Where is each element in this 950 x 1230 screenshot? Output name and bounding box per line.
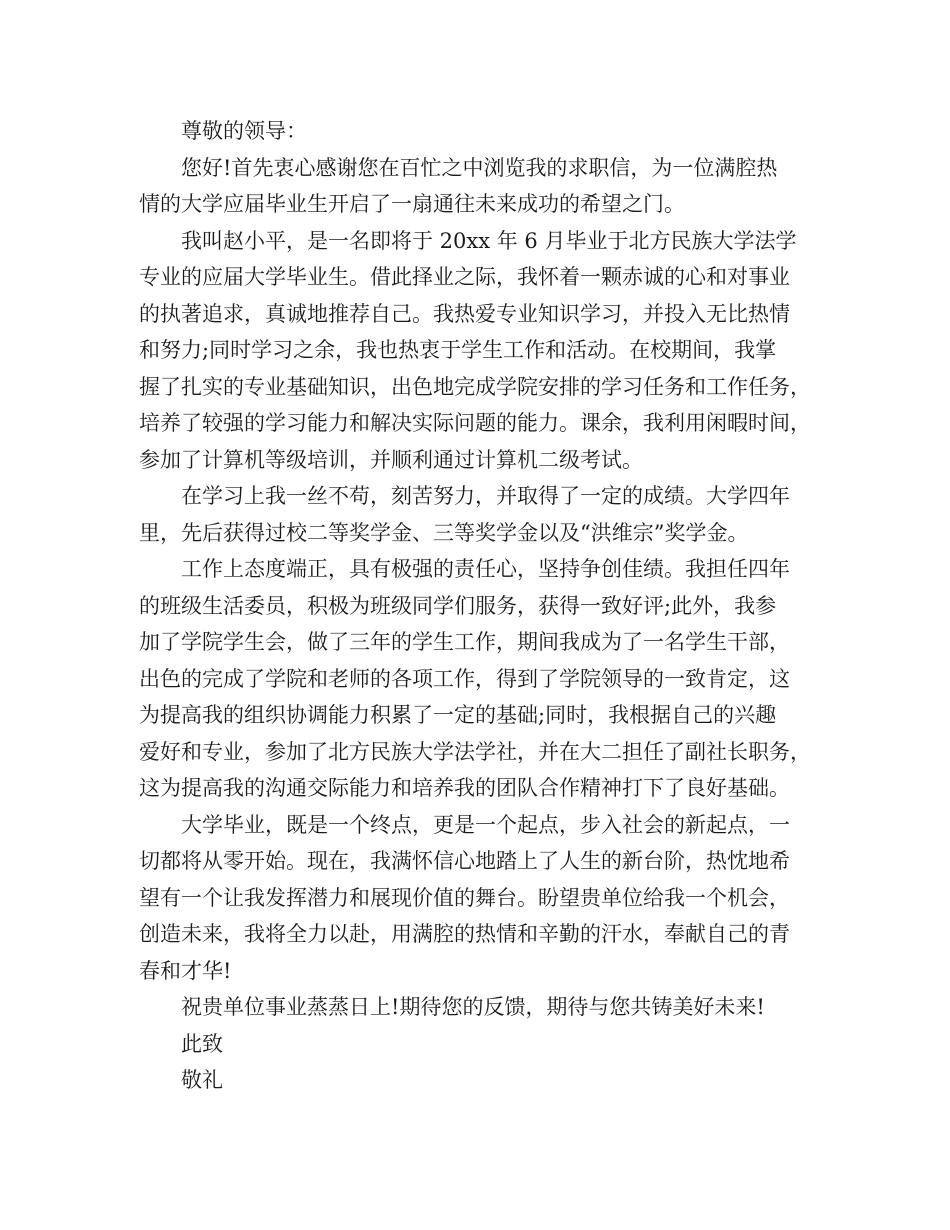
paragraph-4-line: 这为提高我的沟通交际能力和培养我的团队合作精神打下了良好基础。	[139, 776, 790, 800]
paragraph-4-line: 的班级生活委员，积极为班级同学们服务，获得一致好评;此外，我参	[139, 593, 777, 618]
paragraph-3-line: 里，先后获得过校二等奖学金、三等奖学金以及“洪维宗”奖学金。	[139, 520, 749, 545]
paragraph-2-line: 专业的应届大学毕业生。借此择业之际，我怀着一颗赤诚的心和对事业	[139, 265, 790, 289]
paragraph-5-line: 春和才华!	[139, 958, 232, 983]
closing-cizhi: 此致	[181, 1031, 223, 1056]
paragraph-4-line: 出色的完成了学院和老师的各项工作，得到了学院领导的一致肯定，这	[139, 666, 790, 691]
paragraph-1-line: 情的大学应届毕业生开启了一扇通往未来成功的希望之门。	[139, 192, 685, 216]
paragraph-2-line: 握了扎实的专业基础知识，出色地完成学院安排的学习任务和工作任务，	[139, 374, 811, 399]
paragraph-1-line: 您好!首先衷心感谢您在百忙之中浏览我的求职信，为一位满腔热	[181, 155, 778, 180]
paragraph-5-line: 创造未来，我将全力以赴，用满腔的热情和辛勤的汗水，奉献自己的青	[139, 922, 790, 946]
paragraph-4-line: 加了学院学生会，做了三年的学生工作，期间我成为了一名学生干部，	[139, 630, 790, 654]
paragraph-5-line: 切都将从零开始。现在，我满怀信心地踏上了人生的新台阶，热忱地希	[139, 849, 790, 873]
paragraph-5-line: 大学毕业，既是一个终点，更是一个起点，步入社会的新起点，一	[181, 812, 790, 837]
letter-body	[139, 113, 819, 1099]
closing-wish: 祝贵单位事业蒸蒸日上!期待您的反馈，期待与您共铸美好未来!	[181, 995, 765, 1019]
salutation: 尊敬的领导：	[181, 119, 307, 143]
paragraph-2-line: 和努力;同时学习之余，我也热衷于学生工作和活动。在校期间，我掌	[139, 338, 777, 362]
closing-jingli: 敬礼	[181, 1068, 223, 1092]
paragraph-2-line: 的执著追求，真诚地推荐自己。我热爱专业知识学习，并投入无比热情	[139, 301, 790, 326]
paragraph-3-line: 在学习上我一丝不苟，刻苦努力，并取得了一定的成绩。大学四年	[181, 484, 790, 508]
paragraph-4-line: 工作上态度端正，具有极强的责任心，坚持争创佳绩。我担任四年	[181, 557, 790, 581]
paragraph-2-line: 参加了计算机等级培训，并顺利通过计算机二级考试。	[139, 447, 643, 472]
paragraph-2-line: 我叫赵小平，是一名即将于 20xx 年 6 月毕业于北方民族大学法学	[181, 228, 797, 253]
paragraph-2-line: 培养了较强的学习能力和解决实际问题的能力。课余，我利用闲暇时间，	[139, 411, 811, 435]
paragraph-4-line: 爱好和专业，参加了北方民族大学法学社，并在大二担任了副社长职务，	[139, 739, 811, 764]
paragraph-5-line: 望有一个让我发挥潜力和展现价值的舞台。盼望贵单位给我一个机会，	[139, 885, 790, 910]
paragraph-4-line: 为提高我的组织协调能力积累了一定的基础;同时，我根据自己的兴趣	[139, 703, 777, 727]
